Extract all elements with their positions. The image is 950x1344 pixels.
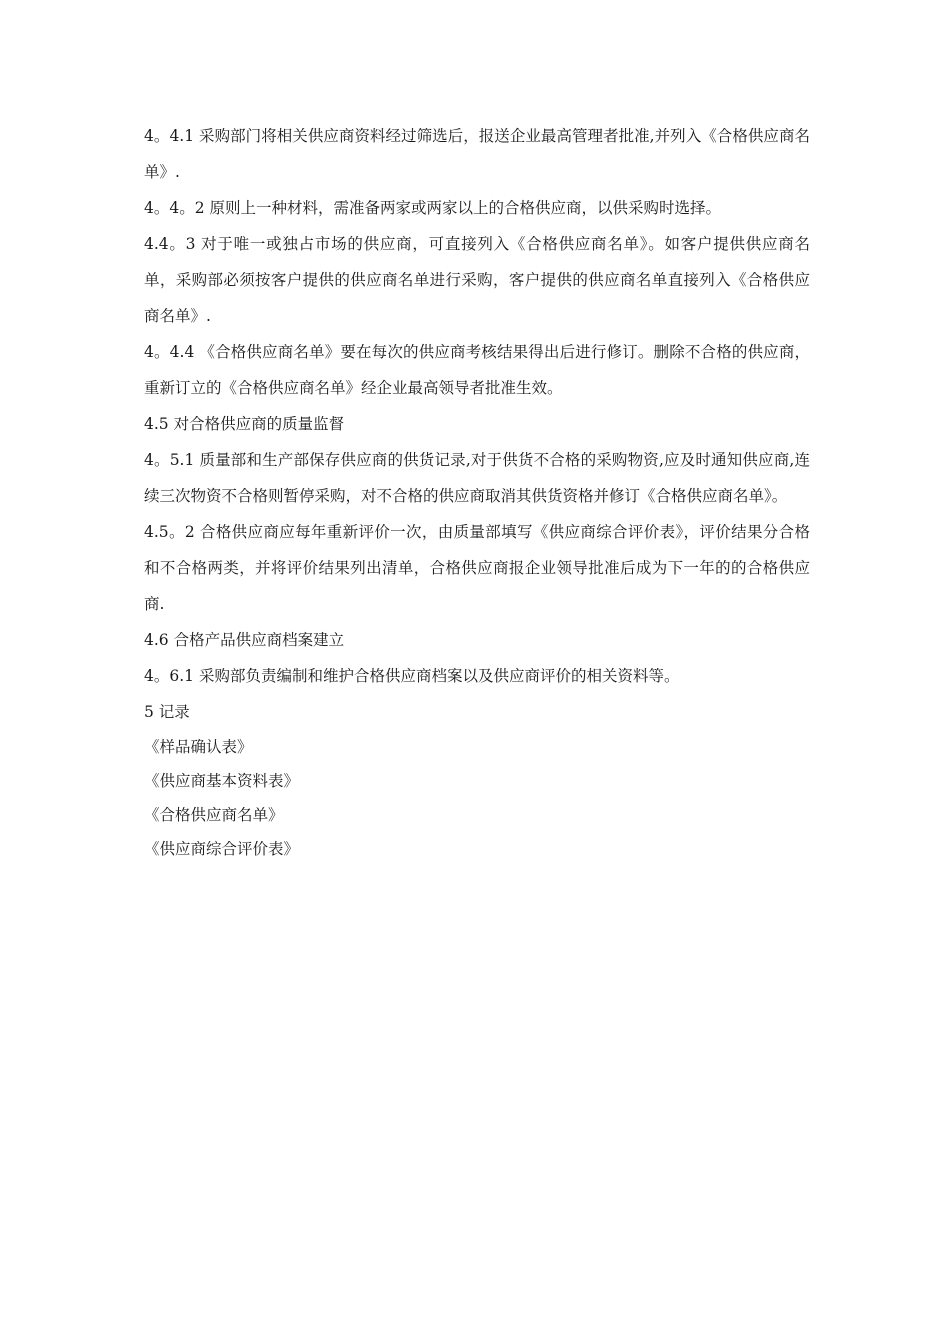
paragraph-4-4-3: 4.4。3 对于唯一或独占市场的供应商，可直接列入《合格供应商名单》。如客户提供供应商名单，采购部必须按客户提供的供应商名单进行采购，客户提供的供应商名单直接列入《合格供应商名单》. xyxy=(144,235,810,325)
record-item: 《供应商综合评价表》 xyxy=(144,840,300,858)
record-item: 《样品确认表》 xyxy=(144,738,253,756)
record-item: 《供应商基本资料表》 xyxy=(144,772,300,790)
paragraph-4-4-2: 4。4。2 原则上一种材料，需准备两家或两家以上的合格供应商，以供采购时选择。 xyxy=(144,199,722,217)
paragraph-4-5-1: 4。5.1 质量部和生产部保存供应商的供货记录,对于供货不合格的采购物资,应及时通知供应商,连续三次物资不合格则暂停采购，对不合格的供应商取消其供货资格并修订《合格供应商名单》。 xyxy=(144,451,810,505)
paragraph-4-6-1: 4。6.1 采购部负责编制和维护合格供应商档案以及供应商评价的相关资料等。 xyxy=(144,667,680,685)
record-item: 《合格供应商名单》 xyxy=(144,806,284,824)
paragraph-4-4-1: 4。4.1 采购部门将相关供应商资料经过筛选后，报送企业最高管理者批准,并列入《合格供应商名单》. xyxy=(144,127,810,181)
section-heading-4-6: 4.6 合格产品供应商档案建立 xyxy=(144,631,345,649)
section-heading-5: 5 记录 xyxy=(144,703,190,721)
paragraph-4-5-2: 4.5。2 合格供应商应每年重新评价一次，由质量部填写《供应商综合评价表》，评价结果分合格和不合格两类，并将评价结果列出清单，合格供应商报企业领导批准后成为下一年的的合格供应商. xyxy=(144,523,810,613)
section-heading-4-5: 4.5 对合格供应商的质量监督 xyxy=(144,415,345,433)
paragraph-4-4-4: 4。4.4 《合格供应商名单》要在每次的供应商考核结果得出后进行修订。删除不合格的供应商，重新订立的《合格供应商名单》经企业最高领导者批准生效。 xyxy=(144,343,810,397)
document-body xyxy=(144,118,810,866)
